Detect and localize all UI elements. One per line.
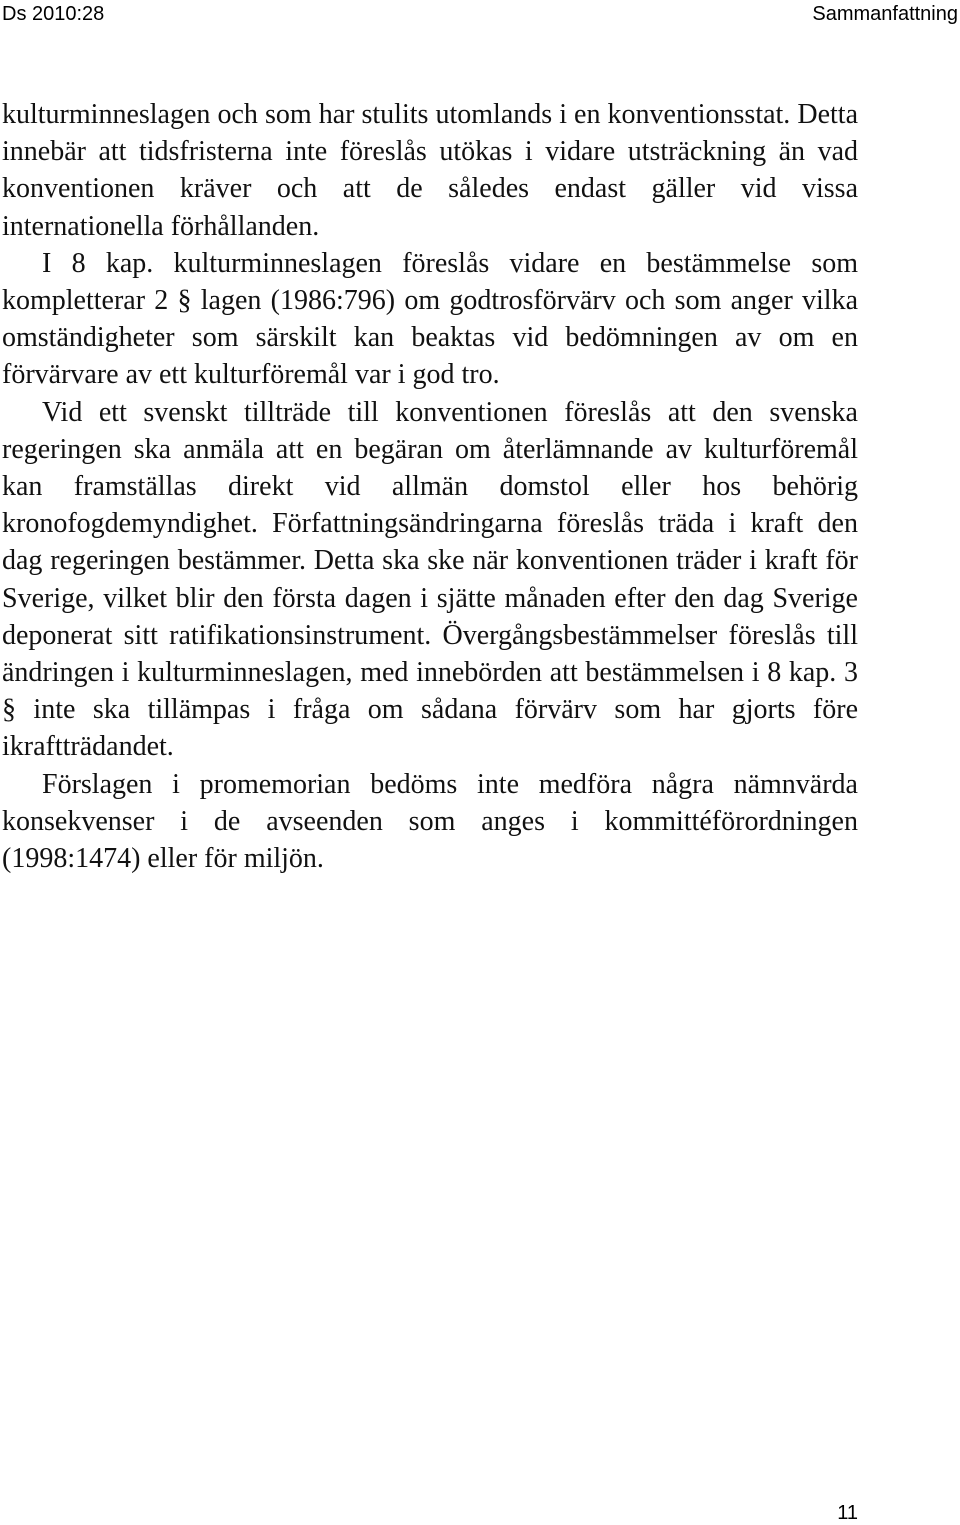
paragraph-4: Förslagen i promemorian bedöms inte medföra några nämnvärda konsekvenser i de avseenden som anges i kommittéförordningen (1998:1474) eller för miljön. [2, 768, 858, 875]
section-title: Sammanfattning [812, 2, 958, 25]
document-id: Ds 2010:28 [2, 2, 105, 25]
page-header [2, 2, 958, 26]
paragraph-2: I 8 kap. kulturminneslagen föreslås vidare en bestämmelse som kompletterar 2 § lagen (1986:796) om godtrosförvärv och som anger vilka omständigheter som särskilt kan beaktas vid bedömningen av om en förvärvare av ett kulturföremål var i god tro. [2, 247, 858, 391]
page-number: 11 [837, 1502, 858, 1524]
paragraph-1: kulturminneslagen och som har stulits utomlands i en konventionsstat. Detta innebär att tidsfristerna inte föreslås utökas i vidare utsträckning än vad konventionen kräver och att de således endast gäller vid vissa internationella förhållanden. [2, 99, 858, 242]
paragraph-3: Vid ett svenskt tillträde till konventionen föreslås att den svenska regeringen ska anmäla att en begäran om återlämnande av kulturföremål kan framställas direkt vid allmän domstol eller hos behörig kronofogdemyndighet. Författningsändringarna föreslås träda i kraft den dag regeringen bestämmer. Detta ska ske när konventionen träder i kraft för Sverige, vilket blir den första dagen i sjätte månaden efter den dag Sverige deponerat sitt ratifikationsinstrument. Övergångsbestämmelser föreslås till ändringen i kulturminneslagen, med innebörden att bestämmelsen i 8 kap. 3 § inte ska tillämpas i fråga om sådana förvärv som har gjorts före ikraftträdandet. [2, 396, 858, 763]
body-text [2, 96, 858, 877]
